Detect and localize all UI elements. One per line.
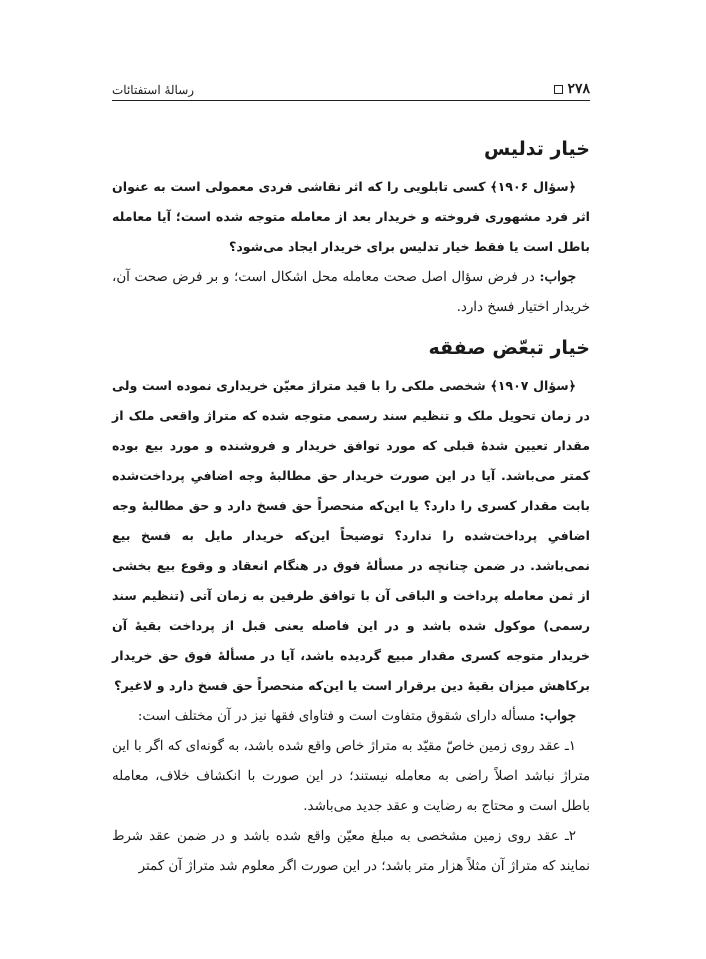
answer-text: مسأله دارای شقوق متفاوت است و فتاوای فقها نیز در آن مختلف است: xyxy=(137,709,540,724)
page-number: ۲۷۸ xyxy=(567,81,590,97)
question-1907: ﴿سؤال ۱۹۰۷﴾ شخصی ملکی را با قید متراژ معیّن خریداری نموده است ولی در زمان تحویل ملک و تنظیم سند رسمی متوجه شده که متراژ واقعی ملک از مقدار تعیین شدهٔ قبلی که مورد توافق خریدار و فروشنده و مورد بیع بوده کمتر می‌باشد. آیا در این صورت خریدار حق مطالبهٔ وجه اضافیِ پرداخت‌شده بابت مقدار کسری را دارد؟ یا این‌که منحصراً حق فسخ دارد و حق مطالبهٔ وجه اضافیِ پرداخت‌شده را ندارد؟ توضیحاً این‌که خریدار مایل به فسخ بیع نمی‌باشد. در ضمن چنانچه در مسألهٔ فوق در هنگام انعقاد و وقوع بیع بخشی از ثمن معامله پرداخت و الباقی آن با توافق طرفین به زمان آتی (تنظیم سند رسمی) موکول شده باشد و در این فاصله یعنی قبل از پرداخت بقیهٔ آن خریدار متوجه کسری مقدار مبیع گردیده باشد، آیا در مسألهٔ فوق حق خریدار برکاهش میزان بقیهٔ دین برقرار است یا این‌که منحصراً حق فسخ دارد و لاغیر؟ xyxy=(112,378,590,693)
answer-1907 xyxy=(112,701,590,732)
answer-item-2: ۲ـ عقد روی زمین مشخصی به مبلغ معیّن واقع شده باشد و در ضمن عقد شرط نمایند که متراژ آن مثلاً هزار متر باشد؛ در این صورت اگر معلوم شد متراژ آن کمتر xyxy=(112,829,590,874)
question-1906: ﴿سؤال ۱۹۰۶﴾ کسی تابلویی را که اثر نقاشی فردی معمولی است به عنوان اثر فرد مشهوری فروخته و خریدار بعد از معامله متوجه شده است؛ آیا معامله باطل است یا فقط خیار تدلیس برای خریدار ایجاد می‌شود؟ xyxy=(112,179,590,254)
answer-text: در فرض سؤال اصل صحت معامله محل اشکال است؛ و بر فرض صحت آن، خریدار اختیار فسخ دارد. xyxy=(112,270,590,315)
answer-label: جواب: xyxy=(539,269,576,285)
answer-item-1: ۱ـ عقد روی زمین خاصّ مقیّد به متراژ خاص واقع شده باشد، به گونه‌ای که اگر با این متراژ نباشد اصلاً راضی به معامله نیستند؛ در این صورت با انکشاف خلاف، معامله باطل است و محتاج به رضایت و عقد جدید می‌باشد. xyxy=(112,739,590,814)
section-title-tadlis: خیار تدلیس xyxy=(484,138,590,160)
answer-label: جواب: xyxy=(539,708,576,724)
square-ornament-icon xyxy=(554,85,563,94)
answer-1906 xyxy=(112,262,590,323)
running-header xyxy=(112,75,590,101)
section-title-tabaoz: خیار تبعّض صفقه xyxy=(428,337,590,359)
main-content xyxy=(112,132,590,882)
page-number-block xyxy=(554,81,590,97)
book-title: رسالهٔ استفتائات xyxy=(112,83,195,97)
